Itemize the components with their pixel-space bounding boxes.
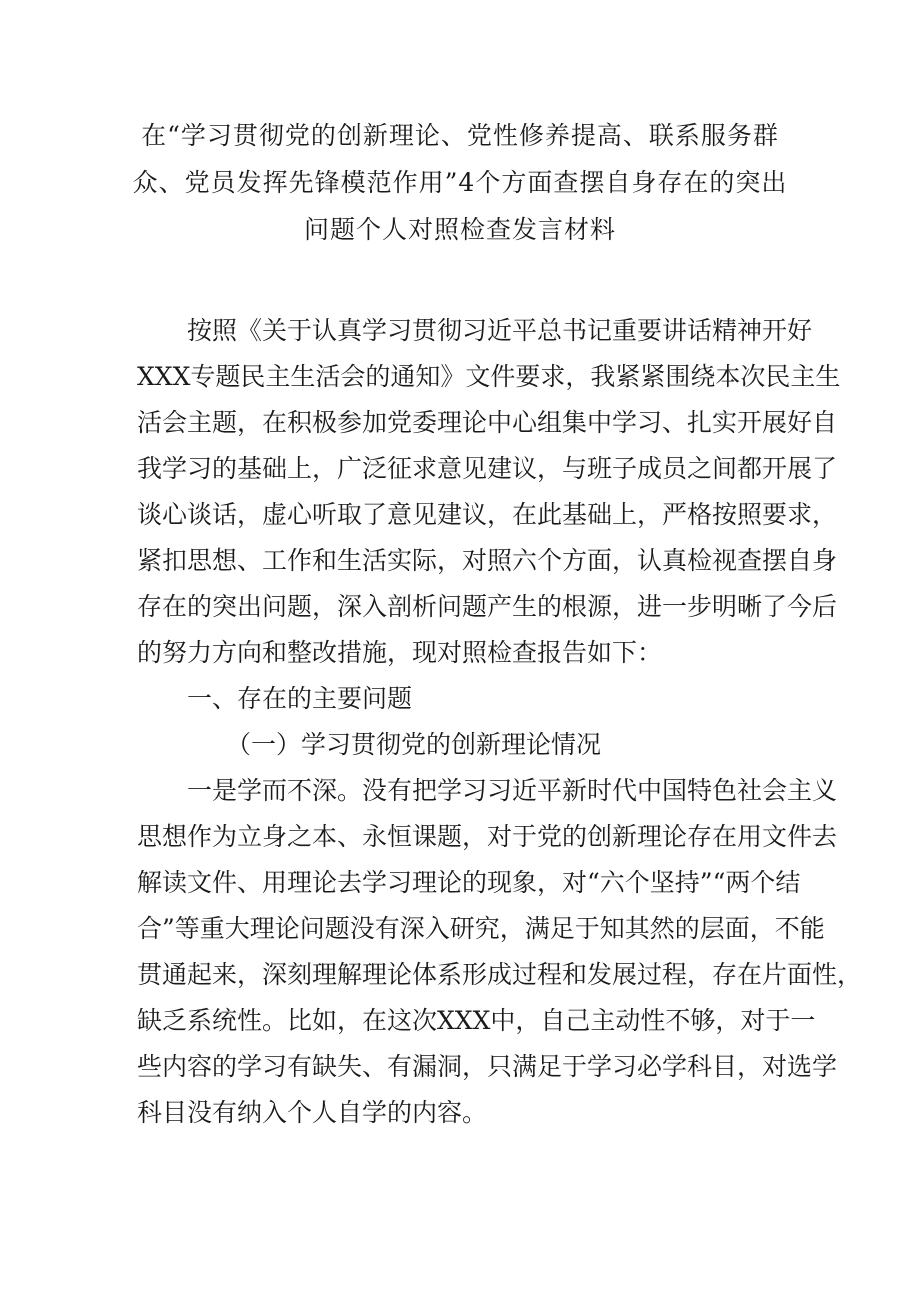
intro-line-6: 紧扣思想、工作和生活实际，对照六个方面，认真检视查摆自身 xyxy=(137,546,838,575)
document-title xyxy=(120,112,800,253)
title-line-3: 问题个人对照检查发言材料 xyxy=(303,215,616,244)
intro-line-7: 存在的突出问题，深入剖析问题产生的根源，进一步明晰了今后 xyxy=(137,592,838,621)
intro-line-2: XXX专题民主生活会的通知》文件要求，我紧紧围绕本次民主生 xyxy=(137,362,841,391)
title-line-2: 众、党员发挥先锋模范作用”4个方面查摆自身存在的突出 xyxy=(132,168,788,197)
subsection-heading: （一）学习贯彻党的创新理论情况 xyxy=(226,730,602,759)
body-paragraph xyxy=(137,768,863,1136)
para-line-5: 贯通起来，深刻理解理论体系形成过程和发展过程，存在片面性， xyxy=(137,960,863,989)
intro-line-3: 活会主题，在积极参加党委理论中心组集中学习、扎实开展好自 xyxy=(137,408,838,437)
intro-line-8: 的努力方向和整改措施，现对照检查报告如下： xyxy=(137,638,663,667)
para-line-1: 一是学而不深。没有把学习习近平新时代中国特色社会主义 xyxy=(187,776,838,805)
para-line-2: 思想作为立身之本、永恒课题，对于党的创新理论存在用文件去 xyxy=(137,822,838,851)
intro-paragraph xyxy=(137,308,841,676)
para-line-7: 些内容的学习有缺失、有漏洞，只满足于学习必学科目，对选学 xyxy=(137,1052,838,1081)
para-line-3: 解读文件、用理论去学习理论的现象，对“六个坚持”“两个结 xyxy=(137,868,801,897)
document-body xyxy=(137,308,863,1136)
intro-line-5: 谈心谈话，虚心听取了意见建议，在此基础上，严格按照要求， xyxy=(137,500,838,529)
intro-line-4: 我学习的基础上，广泛征求意见建议，与班子成员之间都开展了 xyxy=(137,454,838,483)
para-line-6: 缺乏系统性。比如，在这次XXX中，自己主动性不够，对于一 xyxy=(137,1006,816,1035)
para-line-4: 合”等重大理论问题没有深入研究，满足于知其然的层面，不能 xyxy=(137,914,825,943)
intro-line-1: 按照《关于认真学习贯彻习近平总书记重要讲话精神开好 xyxy=(187,316,813,345)
title-line-1: 在“学习贯彻党的创新理论、党性修养提高、联系服务群 xyxy=(141,121,779,150)
para-line-8: 科目没有纳入个人自学的内容。 xyxy=(137,1098,488,1127)
section-heading: 一、存在的主要问题 xyxy=(187,684,413,713)
